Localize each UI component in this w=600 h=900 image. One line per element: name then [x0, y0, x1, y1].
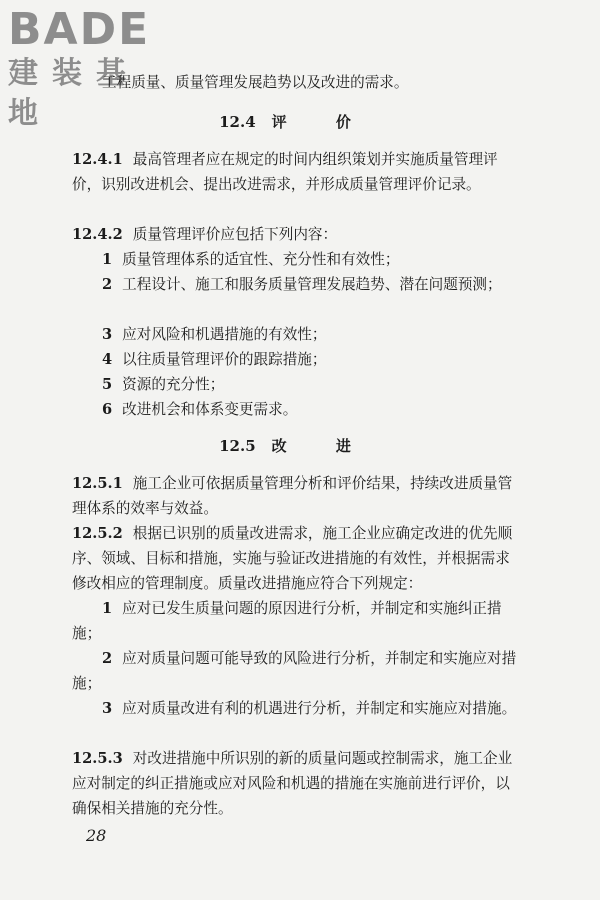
continuation-text: 工程质量、质量管理发展趋势以及改进的需求。	[102, 74, 409, 91]
list-item: 3 应对质量改进有利的机遇进行分析，并制定和实施应对措施。	[102, 700, 517, 717]
clause-12-4-2	[72, 222, 520, 247]
section-number: 12.5	[219, 437, 256, 455]
clause-text: 最高管理者应在规定的时间内组织策划并实施质量管理评价，识别改进机会、提出改进需求，并形成质量管理评价记录。	[72, 151, 498, 193]
clause-text: 对改进措施中所识别的新的质量问题或控制需求，施工企业应对制定的纠正措施或应对风险和机遇的措施在实施前进行评价，以确保相关措施的充分性。	[72, 750, 513, 817]
clause-12-5-3	[72, 746, 520, 821]
clause-text: 根据已识别的质量改进需求，施工企业应确定改进的优先顺序、领域、目标和措施，实施与验证改进措施的有效性，并根据需求修改相应的管理制度。质量改进措施应符合下列规定：	[72, 525, 513, 592]
list-item: 1 质量管理体系的适宜性、充分性和有效性；	[102, 251, 400, 268]
section-number: 12.4	[219, 113, 256, 131]
section-title: 评 价	[271, 113, 373, 131]
list-item: 3 应对风险和机遇措施的有效性；	[102, 326, 327, 343]
clause-number: 12.5.3	[72, 750, 123, 767]
list-item: 2 工程设计、施工和服务质量管理发展趋势、潜在问题预测；	[102, 276, 502, 293]
page-number: 28	[86, 826, 107, 845]
watermark-subtitle: 建装基地	[8, 56, 140, 131]
watermark-brand: BADE	[8, 4, 151, 55]
clause-12-5-1	[72, 471, 520, 521]
list-item: 4 以往质量管理评价的跟踪措施；	[102, 351, 327, 368]
list-item: 5 资源的充分性；	[102, 376, 225, 393]
section-heading-12-4	[72, 110, 520, 135]
clause-number: 12.4.1	[72, 151, 123, 168]
clause-number: 12.5.1	[72, 475, 123, 492]
clause-number: 12.4.2	[72, 226, 123, 243]
clause-12-4-1	[72, 147, 520, 197]
list-item: 1 应对已发生质量问题的原因进行分析，并制定和实施纠正措施；	[72, 600, 502, 642]
list-item: 6 改进机会和体系变更需求。	[102, 401, 298, 418]
section-heading-12-5	[72, 434, 520, 459]
clause-12-5-2	[72, 521, 520, 596]
list-item: 2 应对质量问题可能导致的风险进行分析，并制定和实施应对措施；	[72, 650, 517, 692]
clause-number: 12.5.2	[72, 525, 123, 542]
section-title: 改 进	[271, 437, 373, 455]
clause-text: 施工企业可依据质量管理分析和评价结果，持续改进质量管理体系的效率与效益。	[72, 475, 513, 517]
clause-text: 质量管理评价应包括下列内容：	[132, 226, 338, 243]
